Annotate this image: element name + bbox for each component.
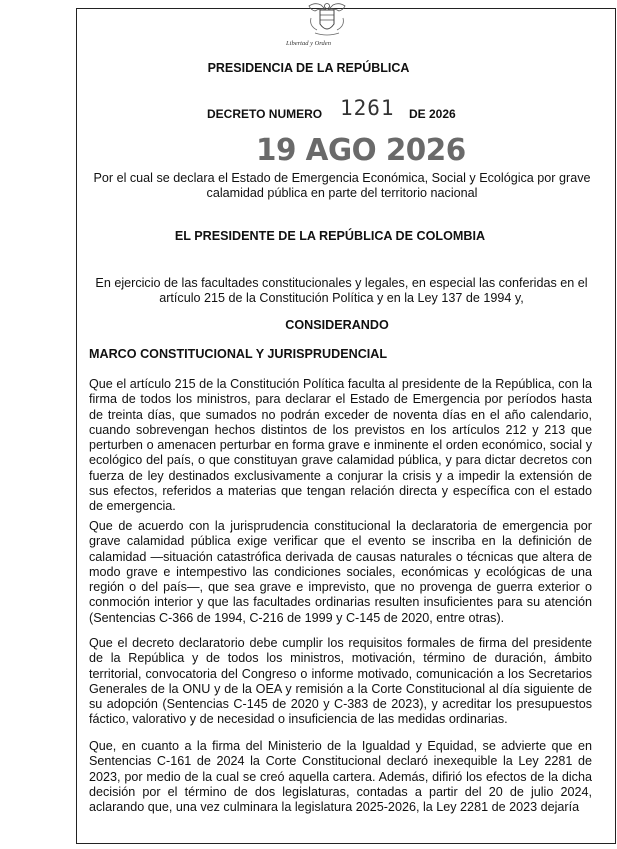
decree-number: 1261	[340, 96, 395, 120]
decree-year: DE 2026	[409, 107, 456, 121]
paragraph-3: Que el decreto declaratorio debe cumplir los requisitos formales de firma del presidente de la República y de todos los ministros, motivación, término de duración, ámbito territorial, convocatoria del Congreso o informe motivado, comunicación a los Secretarios Generales de la ONU y de la OEA y remisión a la Corte Constitucional al día siguiente de su adopción (Sentencias C-145 de 2020 y C-383 de 2023), y acreditar los presupuestos fáctico, valorativo y de necesidad o insuficiencia de las medidas ordinarias.	[89, 636, 592, 727]
president-title: EL PRESIDENTE DE LA REPÚBLICA DE COLOMBIA	[174, 229, 486, 243]
coat-of-arms-icon	[305, 0, 349, 40]
presidencia-heading: PRESIDENCIA DE LA REPÚBLICA	[207, 61, 410, 75]
decree-label: DECRETO NUMERO	[207, 107, 323, 121]
considerando-heading: CONSIDERANDO	[285, 318, 389, 332]
paragraph-4: Que, en cuanto a la firma del Ministerio de la Igualdad y Equidad, se advierte que en Sentencias C-161 de 2024 la Corte Constitucional declaró inexequible la Ley 2281 de 2023, por medio de la cual se creó aquella cartera. Además, difirió los efectos de la dicha decisión por el término de dos legislaturas, contadas a partir del 20 de julio 2024, aclarando que, una vez culminara la legislatura 2025-2026, la Ley 2281 de 2023 dejaría	[89, 739, 592, 815]
paragraph-2: Que de acuerdo con la jurisprudencia constitucional la declaratoria de emergencia por grave calamidad pública exige verificar que el evento se inscriba en la definición de calamidad —situación catastrófica derivada de causas naturales o técnicas que altera de modo grave e intempestivo las condiciones sociales, económicas y ecológicas de una región o del país—, que sea grave e imprevisto, que no provenga de guerra exterior o conmoción interior y que las facultades ordinarias resulten insuficientes para su atención (Sentencias C-366 de 1994, C-216 de 1999 y C-145 de 2020, entre otras).	[89, 519, 592, 625]
paragraph-1: Que el artículo 215 de la Constitución Política faculta al presidente de la República, con la firma de todos los ministros, para declarar el Estado de Emergencia por períodos hasta de treinta días, que sumados no podrán exceder de noventa días en el año calendario, cuando sobrevengan hechos distintos de los previstos en los artículos 212 y 213 que perturben o amenacen perturbar en forma grave e inminente el orden económico, social y ecológico del país, o que constituyan grave calamidad pública, y para dictar decretos con fuerza de ley destinados exclusivamente a conjurar la crisis y a impedir la extensión de sus efectos, referidos a materias que tengan relación directa y específica con el estado de emergencia.	[89, 377, 592, 514]
facultades-paragraph: En ejercicio de las facultades constitucionales y legales, en especial las conferidas en el artículo 215 de la Constitución Política y en la Ley 137 de 1994 y,	[95, 276, 588, 305]
section-heading: MARCO CONSTITUCIONAL Y JURISPRUDENCIAL	[89, 347, 388, 361]
motto-text: Libertad y Orden	[286, 40, 331, 47]
date-stamp: 19 AGO 2026	[256, 133, 466, 168]
decree-subject: Por el cual se declara el Estado de Emergencia Económica, Social y Ecológica por grave calamidad pública en parte del territorio nacional	[93, 171, 591, 200]
